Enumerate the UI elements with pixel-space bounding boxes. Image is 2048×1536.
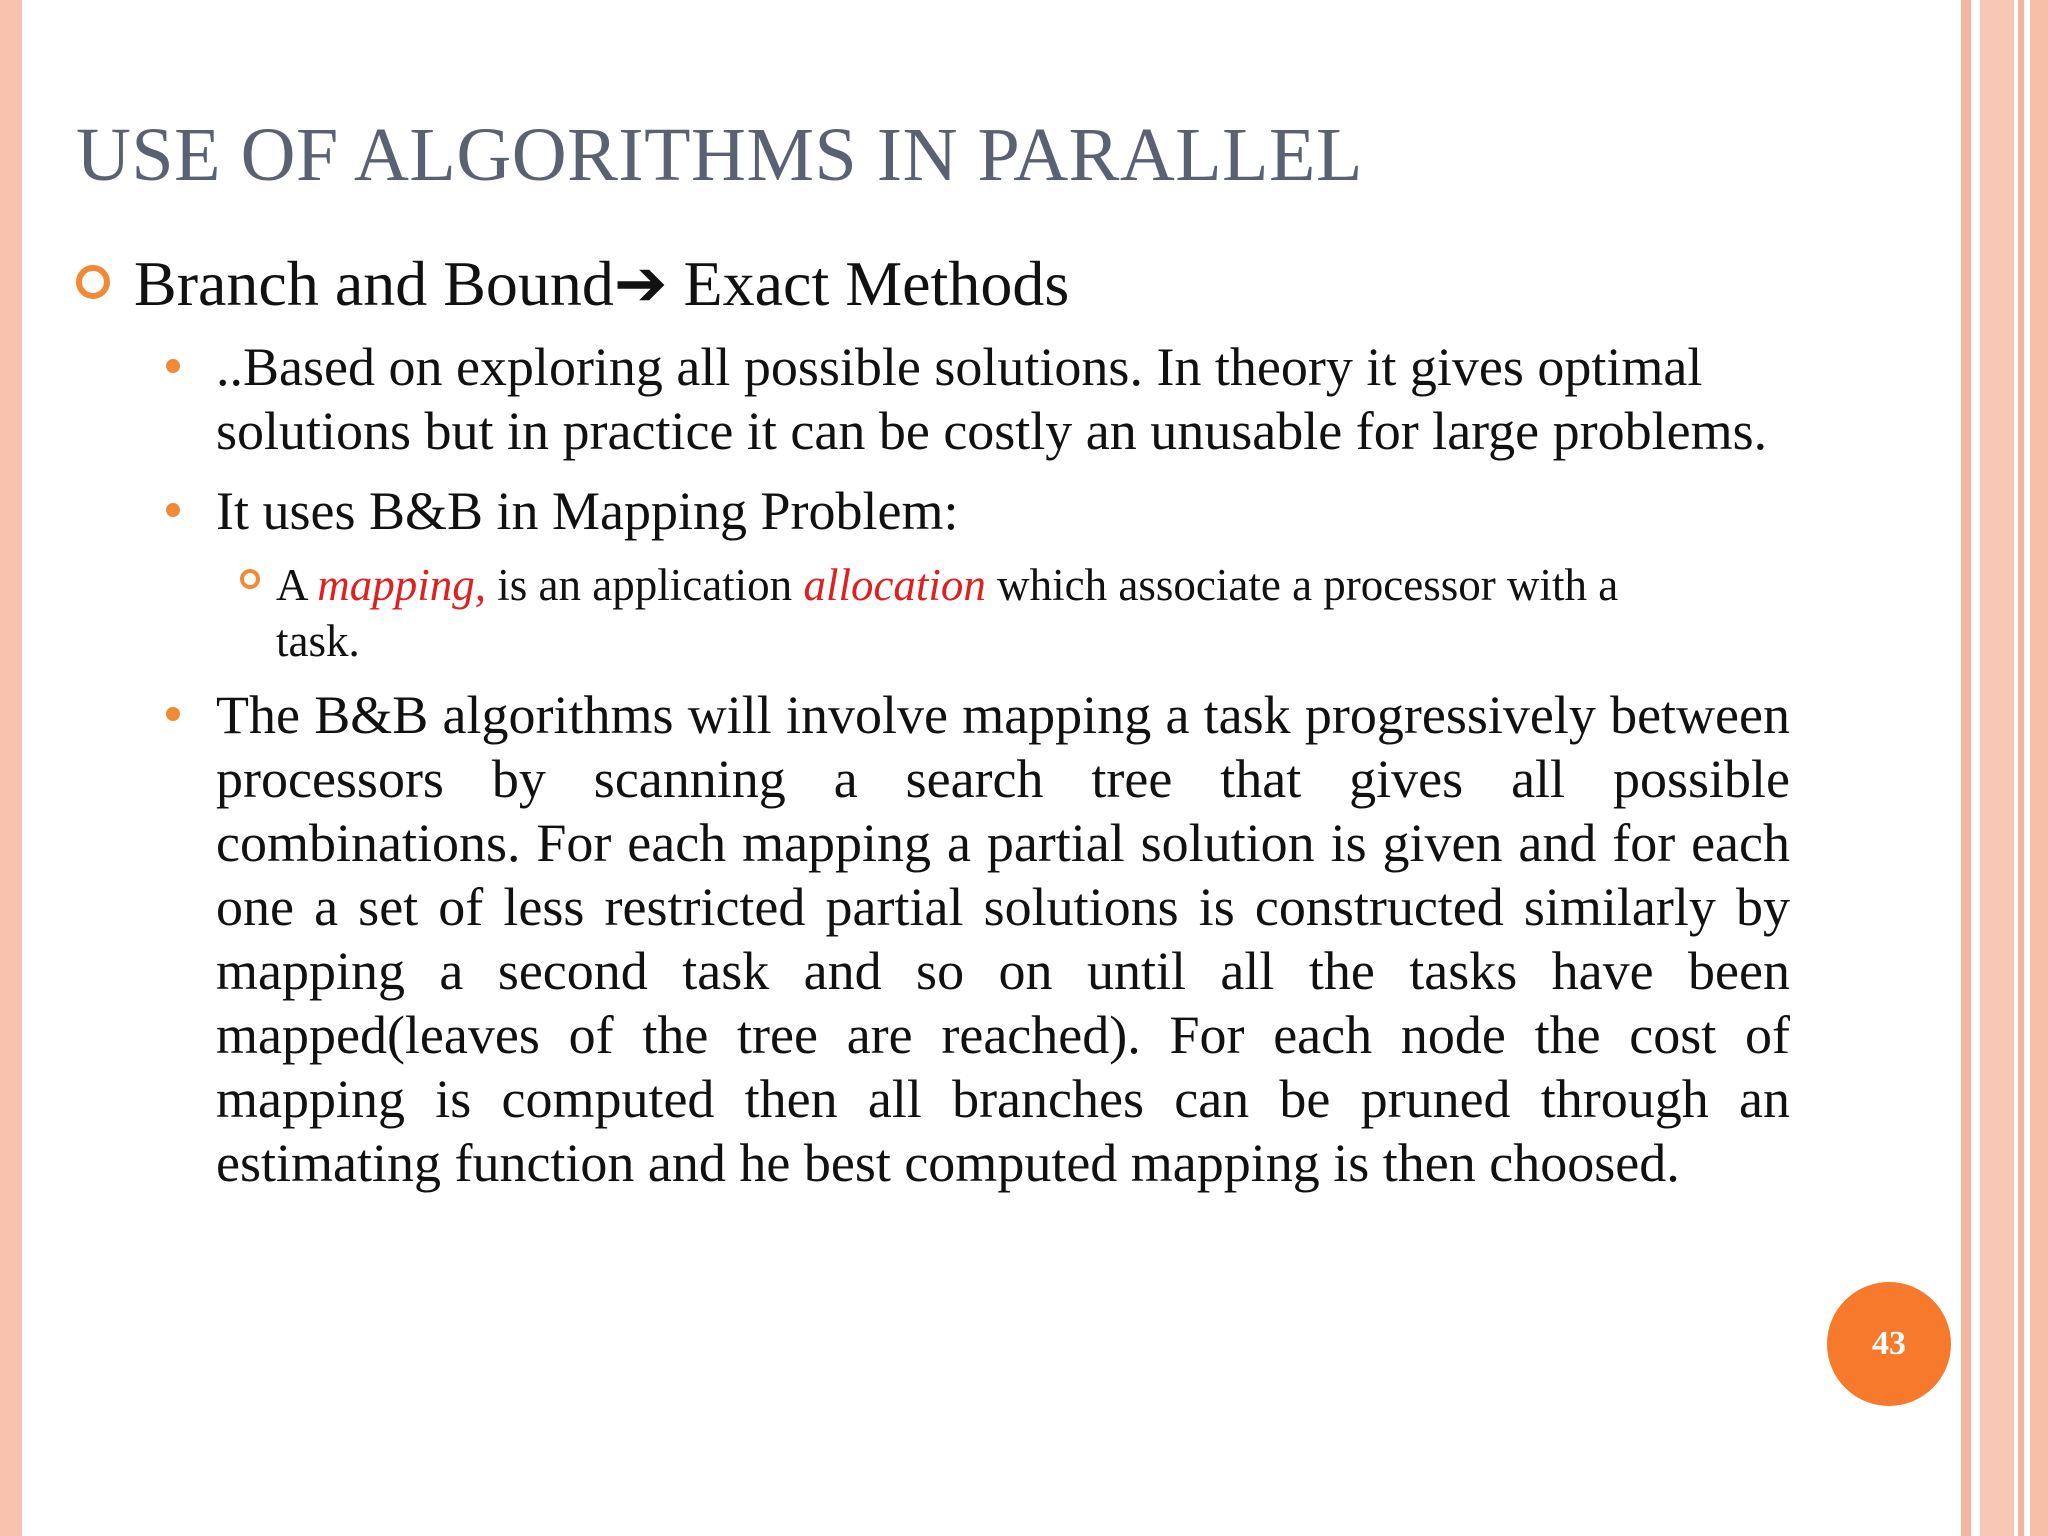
page-number-badge: 43: [1827, 1282, 1951, 1406]
sub-bullet-text: which associate a processor with a task.: [276, 560, 1619, 666]
small-ring-bullet-icon: [240, 569, 260, 589]
bullet-text: ..Based on exploring all possible solutions. In theory it gives optimal solutions but in practice it can be costly an unusable for large problems.: [216, 337, 1768, 461]
left-border-decoration: [0, 0, 22, 1536]
slide-title: USE OF ALGORITHMS IN PARALLEL: [76, 113, 1363, 197]
dot-bullet-icon: [166, 503, 180, 517]
sub-bullet-text: is an application: [486, 560, 804, 610]
bullet-text: It uses B&B in Mapping Problem:: [216, 481, 959, 541]
bullet-item: [216, 335, 1790, 463]
sub-bullet-item: [276, 557, 1696, 669]
bullet-text: The B&B algorithms will involve mapping a task progressively between processors by scanning a search tree that gives all possible combinations. For each mapping a partial solution is given and for each one a set of less restricted partial solutions is constructed similarly by mapping a second task and so on until all the tasks have been mapped(leaves of the tree are reached). For each node the cost of mapping is computed then all branches can be pruned through an estimating function and he best computed mapping is then choosed.: [216, 685, 1790, 1193]
dot-bullet-icon: [166, 707, 180, 721]
right-border-stripe: [1980, 0, 2014, 1536]
arrow-icon: ➔: [613, 248, 668, 319]
highlight-term-mapping: mapping,: [317, 560, 487, 610]
ring-bullet-icon: [76, 265, 110, 299]
highlight-term-allocation: allocation: [803, 560, 986, 610]
bullet-item: [216, 683, 1790, 1195]
slide-content: [70, 245, 1790, 1195]
right-border-stripe: [2018, 0, 2024, 1536]
dot-bullet-icon: [166, 359, 180, 373]
sub-bullet-text: A: [276, 560, 318, 610]
right-border-stripe: [1961, 0, 1971, 1536]
heading-bullet: [70, 245, 1790, 323]
bullet-item: [216, 479, 1790, 543]
heading-text-continued: Exact Methods: [667, 248, 1070, 319]
heading-text: Branch and Bound: [134, 248, 614, 319]
right-border-stripe: [2030, 0, 2048, 1536]
